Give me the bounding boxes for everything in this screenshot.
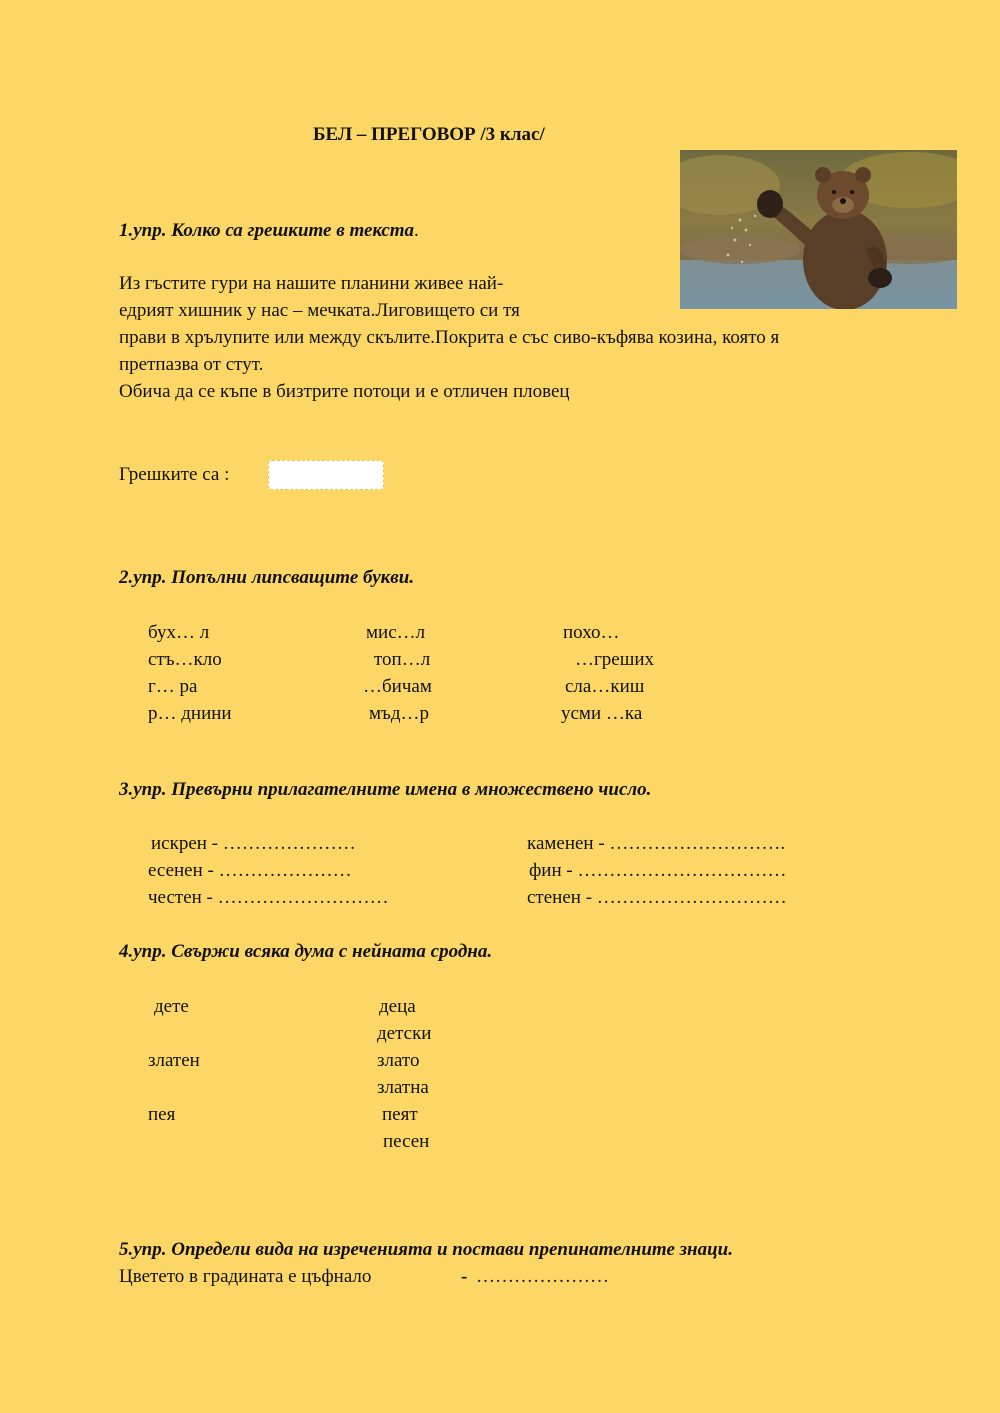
ex5-answer-dots: …………………	[476, 1266, 609, 1287]
ex3-item: фин - ……………………………	[529, 860, 787, 881]
ex5-dash: -	[461, 1266, 468, 1287]
ex2-word: …бичам	[363, 676, 432, 697]
page-title: БЕЛ – ПРЕГОВОР /3 клас/	[313, 124, 545, 145]
ex2-word: бух… л	[148, 622, 210, 643]
ex1-answer-input[interactable]	[268, 460, 384, 490]
ex3-item: каменен - ……………………….	[527, 833, 786, 854]
ex1-text-line: едрият хишник у нас – мечката.Лиговището си тя	[119, 300, 520, 321]
ex2-word: р… днини	[148, 703, 232, 724]
ex1-text-line: Обича да се къпе в бизтрите потоци и е отличен пловец	[119, 381, 570, 402]
ex4-right-word[interactable]: детски	[377, 1023, 432, 1044]
ex2-word: похо…	[563, 622, 620, 643]
ex2-heading: 2.упр. Попълни липсващите букви.	[119, 567, 415, 588]
ex1-heading	[119, 217, 419, 244]
ex3-item: стенен - …………………………	[527, 887, 787, 908]
ex2-word: г… ра	[148, 676, 198, 697]
ex3-item: искрен - …………………	[151, 833, 356, 854]
ex1-text-line: претпазва от стут.	[119, 354, 264, 375]
ex2-word: усми …ка	[561, 703, 643, 724]
ex1-answer-label: Грешките са :	[119, 464, 230, 485]
ex1-heading-period: .	[414, 220, 419, 241]
ex4-heading: 4.упр. Свържи всяка дума с нейната сродна.	[119, 941, 493, 962]
ex2-word: стъ…кло	[148, 649, 222, 670]
ex2-word: сла…киш	[565, 676, 645, 697]
ex2-word: топ…л	[374, 649, 431, 670]
ex4-right-word[interactable]: злато	[377, 1050, 420, 1071]
ex2-word: мъд…р	[369, 703, 430, 724]
ex4-left-word[interactable]: дете	[154, 996, 189, 1017]
ex2-word: мис…л	[366, 622, 426, 643]
ex4-left-word[interactable]: пея	[148, 1104, 176, 1125]
ex4-right-word[interactable]: златна	[377, 1077, 429, 1098]
ex4-left-word[interactable]: златен	[148, 1050, 200, 1071]
bear-photo	[680, 150, 957, 309]
ex3-heading: 3.упр. Превърни прилагателните имена в множествено число.	[119, 779, 652, 800]
ex4-right-word[interactable]: песен	[383, 1131, 430, 1152]
ex5-heading: 5.упр. Определи вида на изреченията и постави препинателните знаци.	[119, 1239, 733, 1260]
ex4-right-word[interactable]: пеят	[382, 1104, 418, 1125]
ex5-sentence: Цветето в градината е цъфнало	[119, 1266, 372, 1287]
ex2-word: …греших	[575, 649, 655, 670]
ex1-text-line: прави в хрълупите или между скълите.Покрита е със сиво-къфява козина, която я	[119, 327, 780, 348]
ex3-item: честен - ………………………	[148, 887, 389, 908]
ex3-item: есенен - …………………	[148, 860, 352, 881]
ex4-right-word[interactable]: деца	[379, 996, 416, 1017]
ex1-heading-text: 1.упр. Колко са грешките в текста	[119, 220, 415, 241]
ex1-text-line: Из гъстите гури на нашите планини живее най-	[119, 273, 504, 294]
